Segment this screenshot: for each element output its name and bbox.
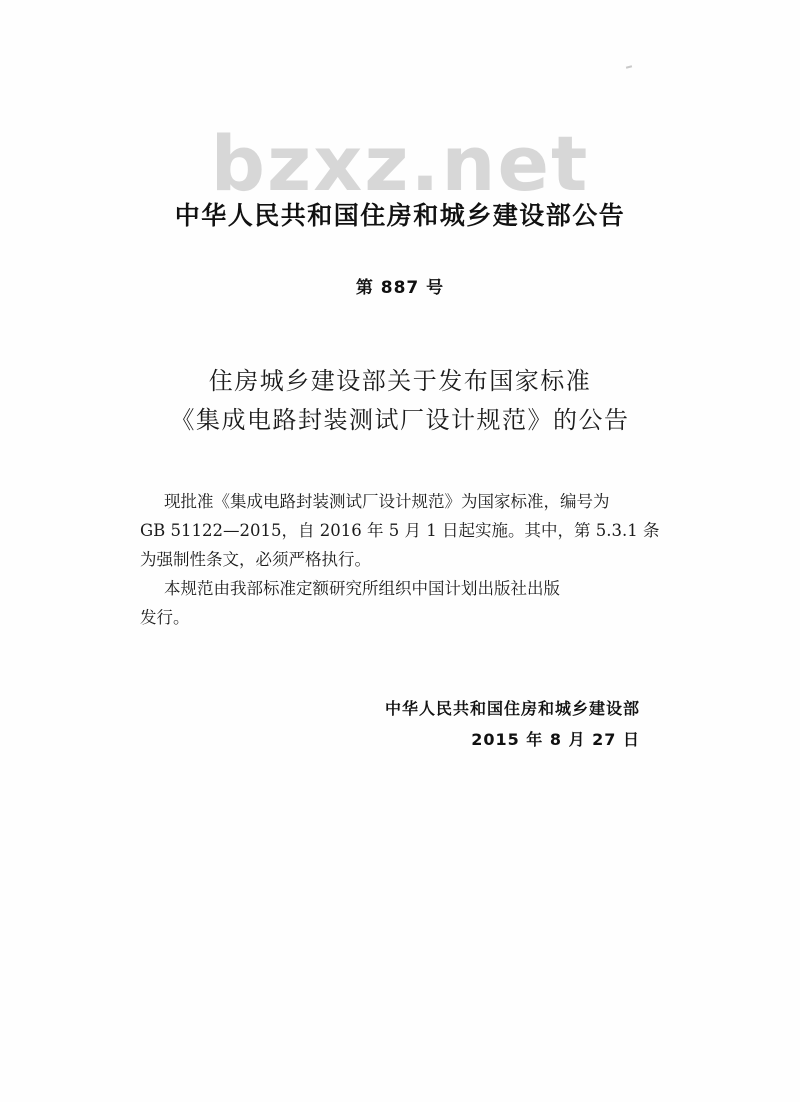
notice-title-line-1: 住房城乡建设部关于发布国家标准	[208, 367, 592, 395]
signature-block	[385, 694, 640, 754]
notice-title-line-2: 《集成电路封装测试厂设计规范》的公告	[170, 406, 630, 434]
paragraph-1-line-3: 为强制性条文，必须严格执行。	[140, 550, 371, 569]
announcement-title: 中华人民共和国住房和城乡建设部公告	[174, 201, 626, 230]
watermark: bzxz.net	[210, 119, 590, 208]
notice-title	[0, 362, 800, 440]
announcement-number: 第 887 号	[355, 278, 445, 298]
issue-date: 2015 年 8 月 27 日	[471, 730, 640, 749]
notice-body	[140, 487, 660, 632]
issuing-organization: 中华人民共和国住房和城乡建设部	[384, 699, 640, 718]
scan-speck	[626, 65, 632, 68]
paragraph-2-line-2: 发行。	[140, 608, 190, 627]
paragraph-2-line-1: 本规范由我部标准定额研究所组织中国计划出版社出版	[164, 579, 560, 598]
paragraph-1-line-1: 现批准《集成电路封装测试厂设计规范》为国家标准，编号为	[164, 492, 610, 511]
paragraph-1-line-2: GB 51122—2015，自 2016 年 5 月 1 日起实施。其中，第 5.3.1 条	[140, 521, 660, 540]
